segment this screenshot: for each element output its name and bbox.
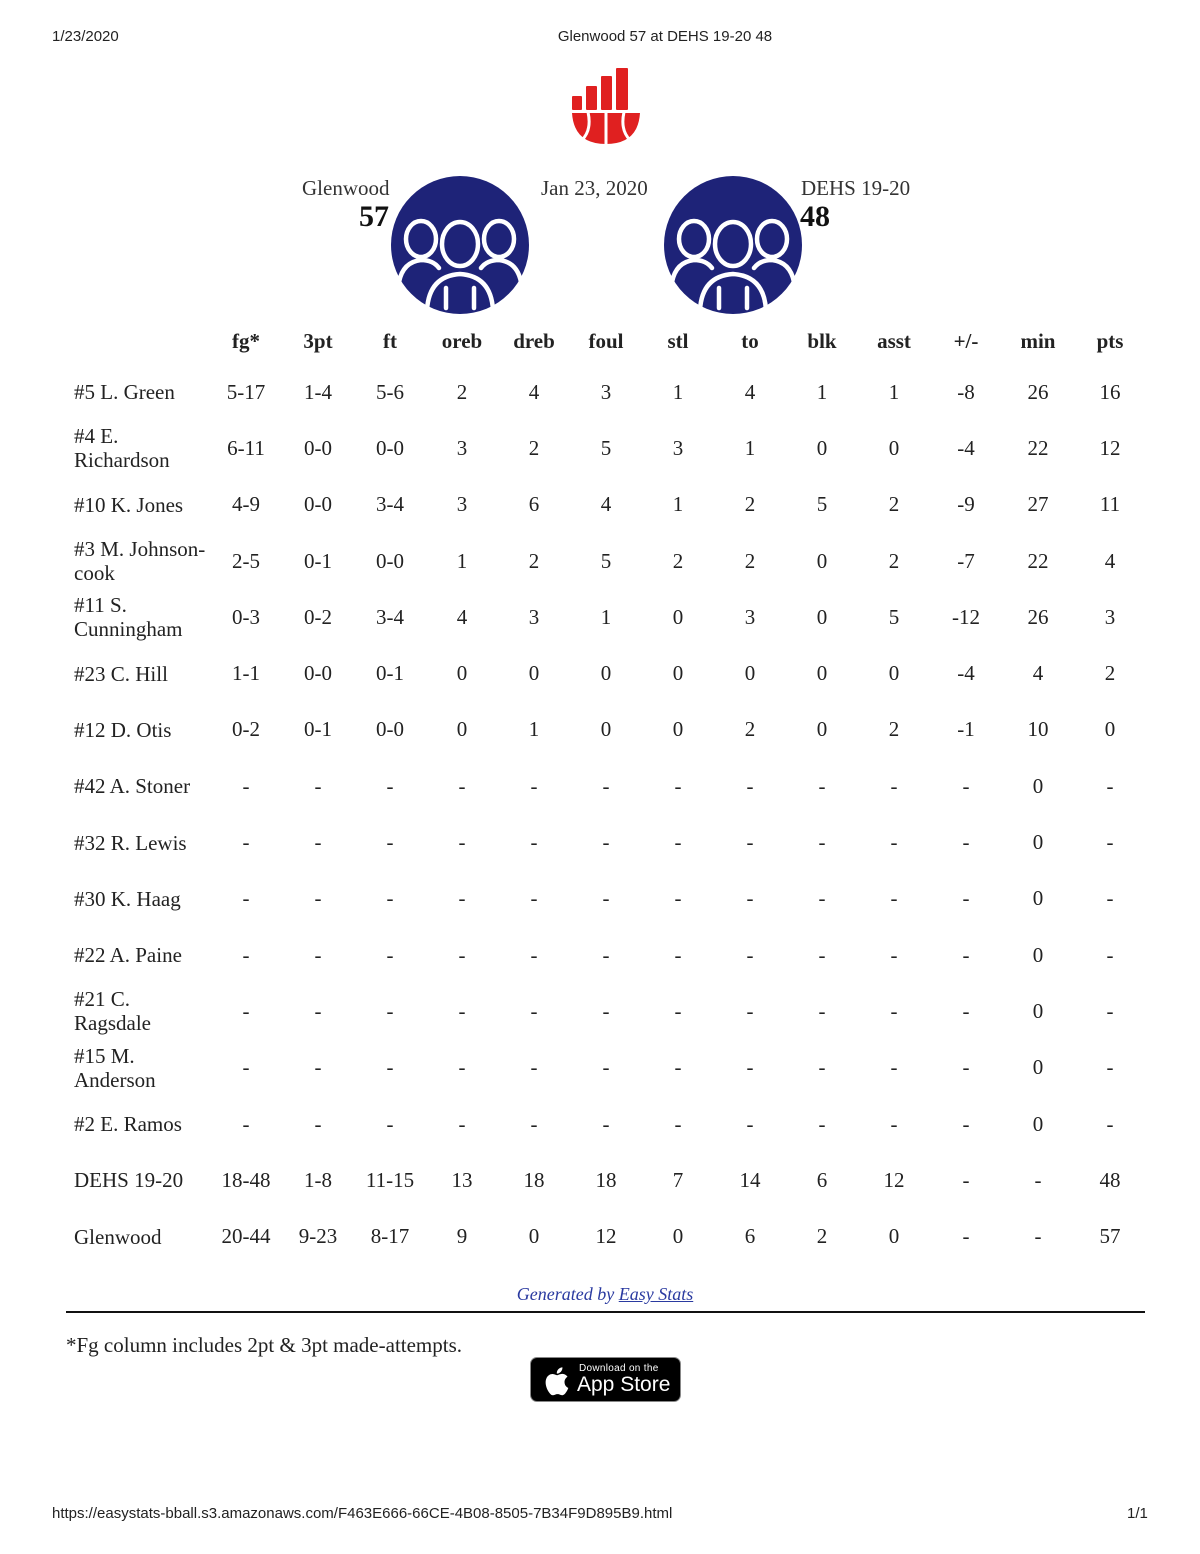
print-date: 1/23/2020 <box>52 28 119 45</box>
stat-cell: - <box>314 830 322 855</box>
stat-cell: 22 <box>1027 435 1049 460</box>
stat-cell: - <box>458 998 466 1023</box>
player-name-line: #3 M. Johnson- <box>74 537 206 562</box>
player-name <box>62 1152 210 1208</box>
stat-cell: - <box>674 1055 682 1080</box>
stat-cell: 7 <box>672 1167 684 1192</box>
stat-cell: - <box>818 830 826 855</box>
stat-cell: 1 <box>456 548 468 573</box>
table-row <box>62 1208 1146 1264</box>
stat-cell: - <box>530 942 538 967</box>
easy-stats-link[interactable]: Easy Stats <box>618 1284 694 1304</box>
divider <box>66 1311 1145 1313</box>
stat-cell: - <box>1106 1055 1114 1080</box>
stat-cell: 0 <box>1032 1111 1044 1136</box>
player-name-line: #42 A. Stoner <box>74 774 191 799</box>
stat-cell: 3 <box>600 379 612 404</box>
stat-cell: - <box>890 942 898 967</box>
stat-cell: 0 <box>816 604 828 629</box>
stat-cell: 18-48 <box>221 1167 271 1192</box>
home-team-name: DEHS 19-20 <box>801 176 911 200</box>
table-row <box>62 1152 1146 1208</box>
player-name <box>62 758 210 814</box>
stat-cell: -7 <box>957 548 975 573</box>
player-name-line: #32 R. Lewis <box>74 830 187 855</box>
stat-cell: 0-1 <box>304 548 332 573</box>
stat-cell: 0-1 <box>304 717 332 742</box>
stat-cell: - <box>386 886 394 911</box>
stat-cell: 1 <box>672 492 684 517</box>
stat-cell: - <box>746 773 754 798</box>
stat-cell: 1 <box>888 379 900 404</box>
stat-cell: 11 <box>1099 492 1121 517</box>
player-name-line: #2 E. Ramos <box>74 1112 182 1136</box>
table-row <box>62 1096 1146 1152</box>
stat-cell: 0 <box>1032 998 1044 1023</box>
stat-cell: 12 <box>1099 435 1121 460</box>
stat-cell: 1-1 <box>232 661 260 686</box>
stat-cell: 27 <box>1027 492 1049 517</box>
stat-cell: 1-4 <box>304 379 332 404</box>
apple-icon <box>543 1366 569 1396</box>
stat-cell: - <box>962 942 970 967</box>
stat-cell: 6-11 <box>227 435 265 460</box>
stat-cell: 2 <box>744 548 756 573</box>
stat-cell: 1 <box>600 604 612 629</box>
stat-cell: 2 <box>456 379 468 404</box>
print-page-number: 1/1 <box>1127 1505 1148 1522</box>
stat-cell: 18 <box>595 1167 617 1192</box>
stat-cell: - <box>602 1055 610 1080</box>
stat-cell: - <box>386 773 394 798</box>
stat-cell: 0 <box>1032 886 1044 911</box>
generated-by-prefix: Generated by <box>516 1284 615 1304</box>
stat-cell: 4 <box>1032 661 1044 686</box>
table-row <box>62 420 1146 476</box>
away-team-score: 57 <box>359 200 389 233</box>
stat-cell: 0 <box>744 661 756 686</box>
stat-cell: 22 <box>1027 548 1049 573</box>
stat-cell: 0 <box>456 661 468 686</box>
stat-cell: 0 <box>672 717 684 742</box>
stat-cell: 0 <box>816 435 828 460</box>
stat-cell: - <box>602 830 610 855</box>
column-header: ft <box>383 328 397 353</box>
stat-cell: - <box>962 773 970 798</box>
stat-cell: 13 <box>451 1167 473 1192</box>
game-date: Jan 23, 2020 <box>541 176 648 200</box>
stat-cell: - <box>962 1111 970 1136</box>
stat-cell: - <box>890 1055 898 1080</box>
stat-cell: -12 <box>952 604 980 629</box>
table-row <box>62 871 1146 927</box>
column-header: dreb <box>513 328 555 353</box>
stat-cell: - <box>674 998 682 1023</box>
stat-cell: 1 <box>816 379 828 404</box>
table-header-row <box>62 318 1146 364</box>
stat-cell: - <box>1106 773 1114 798</box>
stat-cell: - <box>746 942 754 967</box>
player-name-line: Richardson <box>74 448 170 473</box>
stat-cell: 5-6 <box>376 379 404 404</box>
player-name-line: #21 C. <box>74 987 131 1012</box>
stat-cell: - <box>530 998 538 1023</box>
stat-cell: 9 <box>456 1224 468 1249</box>
stat-cell: - <box>242 998 250 1023</box>
stat-cell: - <box>530 886 538 911</box>
table-row <box>62 364 1146 420</box>
stat-cell: 0 <box>816 661 828 686</box>
stat-cell: - <box>602 1111 610 1136</box>
stat-cell: - <box>458 942 466 967</box>
stat-cell: 0-0 <box>304 435 332 460</box>
stat-cell: 2 <box>1104 661 1116 686</box>
stat-cell: - <box>746 1111 754 1136</box>
player-name <box>62 814 210 870</box>
away-team-name: Glenwood <box>302 176 390 200</box>
stat-cell: - <box>314 1055 322 1080</box>
player-name-line: #4 E. <box>74 424 119 449</box>
column-header: foul <box>588 328 624 353</box>
stat-cell: 3-4 <box>376 492 404 517</box>
stat-cell: 3 <box>744 604 756 629</box>
stat-cell: - <box>458 886 466 911</box>
stat-cell: 2 <box>744 492 756 517</box>
stat-cell: - <box>746 830 754 855</box>
stat-cell: - <box>818 1111 826 1136</box>
stat-cell: 5 <box>600 548 612 573</box>
column-header: +/- <box>953 328 979 353</box>
stat-cell: 0 <box>600 717 612 742</box>
stat-cell: 5 <box>600 435 612 460</box>
stat-cell: 5 <box>816 492 828 517</box>
app-store-big-text: App Store <box>577 1373 671 1396</box>
stat-cell: 2 <box>528 435 540 460</box>
stat-cell: 10 <box>1027 717 1049 742</box>
stat-cell: 0 <box>528 661 540 686</box>
app-store-badge[interactable] <box>530 1357 681 1402</box>
player-name <box>62 702 210 758</box>
stat-cell: - <box>890 998 898 1023</box>
player-name-line: Glenwood <box>74 1224 162 1249</box>
table-row <box>62 645 1146 701</box>
stat-cell: - <box>962 998 970 1023</box>
stat-cell: - <box>314 773 322 798</box>
column-header: oreb <box>441 328 483 353</box>
column-header: blk <box>807 328 837 353</box>
stat-cell: - <box>242 830 250 855</box>
player-name <box>62 871 210 927</box>
stat-cell: 3 <box>672 435 684 460</box>
stat-cell: - <box>818 1055 826 1080</box>
home-team-group-icon <box>664 176 802 314</box>
stat-cell: 1-8 <box>304 1167 332 1192</box>
column-header-player <box>62 318 210 364</box>
stat-cell: - <box>458 773 466 798</box>
column-header: asst <box>877 328 911 353</box>
stat-cell: 5-17 <box>226 379 266 404</box>
stat-cell: 1 <box>744 435 756 460</box>
stat-cell: - <box>746 886 754 911</box>
stat-cell: 5 <box>888 604 900 629</box>
stat-cell: - <box>314 942 322 967</box>
stat-cell: - <box>746 1055 754 1080</box>
stat-cell: 16 <box>1099 379 1121 404</box>
stat-cell: 0-2 <box>304 604 332 629</box>
stat-cell: 26 <box>1027 604 1049 629</box>
stat-cell: - <box>1106 830 1114 855</box>
stat-cell: -1 <box>957 717 975 742</box>
stat-cell: - <box>386 998 394 1023</box>
player-name-line: #10 K. Jones <box>74 492 184 517</box>
stat-cell: 8-17 <box>370 1224 410 1249</box>
player-name <box>62 477 210 533</box>
table-row <box>62 983 1146 1039</box>
stat-cell: - <box>242 886 250 911</box>
print-url: https://easystats-bball.s3.amazonaws.com/F463E666-66CE-4B08-8505-7B34F9D895B9.html <box>52 1505 673 1522</box>
stat-cell: - <box>602 998 610 1023</box>
player-name-line: #22 A. Paine <box>74 943 182 968</box>
stat-cell: 0 <box>672 1224 684 1249</box>
player-name <box>62 1208 210 1264</box>
stat-cell: -4 <box>957 435 975 460</box>
stat-cell: 0 <box>456 717 468 742</box>
stat-cell: 0 <box>816 548 828 573</box>
stat-cell: 3 <box>1104 604 1116 629</box>
stat-cell: 2 <box>888 717 900 742</box>
stat-cell: - <box>674 886 682 911</box>
stat-cell: 0 <box>1032 942 1044 967</box>
stat-cell: 48 <box>1099 1167 1121 1192</box>
stat-cell: 0 <box>1104 717 1116 742</box>
print-title: Glenwood 57 at DEHS 19-20 48 <box>557 28 773 45</box>
stat-cell: 6 <box>744 1224 756 1249</box>
away-team-group-icon <box>391 176 529 314</box>
stat-cell: 0 <box>888 661 900 686</box>
stat-cell: 4 <box>456 604 468 629</box>
player-name <box>62 983 210 1039</box>
stat-cell: 0 <box>672 661 684 686</box>
stat-cell: 0 <box>600 661 612 686</box>
stat-cell: 0-0 <box>304 661 332 686</box>
table-row <box>62 1040 1146 1096</box>
stat-cell: - <box>818 998 826 1023</box>
stat-cell: - <box>1106 1111 1114 1136</box>
stat-cell: - <box>890 773 898 798</box>
column-header: min <box>1020 328 1056 353</box>
player-name-line: cook <box>74 561 115 586</box>
stat-cell: - <box>458 1111 466 1136</box>
player-name <box>62 589 210 645</box>
column-header: stl <box>667 328 689 353</box>
stat-cell: -4 <box>957 661 975 686</box>
stat-cell: 4 <box>744 379 756 404</box>
stat-cell: 4 <box>528 379 540 404</box>
stat-cell: 2 <box>672 548 684 573</box>
stat-cell: 0 <box>816 717 828 742</box>
column-header: to <box>741 328 759 353</box>
player-name-line: #5 L. Green <box>74 380 175 405</box>
stat-cell: 3 <box>456 492 468 517</box>
stat-cell: - <box>386 830 394 855</box>
stat-cell: - <box>602 886 610 911</box>
column-header: pts <box>1096 328 1124 353</box>
stat-cell: 57 <box>1099 1224 1121 1249</box>
stat-cell: - <box>314 1111 322 1136</box>
stat-cell: - <box>530 773 538 798</box>
player-name <box>62 645 210 701</box>
stat-cell: 0-1 <box>376 661 404 686</box>
stat-cell: - <box>962 1224 970 1249</box>
stat-cell: 0 <box>888 435 900 460</box>
player-name-line: #30 K. Haag <box>74 886 181 911</box>
box-score-body <box>62 364 1146 1265</box>
player-name <box>62 927 210 983</box>
generated-by <box>0 1284 1200 1305</box>
stat-cell: 0-3 <box>232 604 260 629</box>
stat-cell: 3 <box>528 604 540 629</box>
stat-cell: - <box>242 1111 250 1136</box>
stat-cell: 20-44 <box>221 1224 271 1249</box>
stat-cell: - <box>818 942 826 967</box>
stat-cell: 6 <box>816 1167 828 1192</box>
player-name-line: #23 C. Hill <box>74 661 168 686</box>
table-row <box>62 814 1146 870</box>
stat-cell: 4-9 <box>232 492 260 517</box>
stat-cell: 2 <box>888 548 900 573</box>
stat-cell: - <box>314 998 322 1023</box>
stat-cell: 12 <box>883 1167 905 1192</box>
stat-cell: - <box>890 886 898 911</box>
table-row <box>62 533 1146 589</box>
stat-cell: - <box>530 1055 538 1080</box>
stat-cell: 14 <box>739 1167 761 1192</box>
player-name <box>62 364 210 420</box>
stat-cell: - <box>962 1055 970 1080</box>
stat-cell: 2 <box>528 548 540 573</box>
stat-cell: - <box>962 886 970 911</box>
stat-cell: - <box>242 1055 250 1080</box>
stat-cell: 0-0 <box>304 492 332 517</box>
stat-cell: 18 <box>523 1167 545 1192</box>
stat-cell: 1 <box>672 379 684 404</box>
stat-cell: 1 <box>528 717 540 742</box>
player-name-line: DEHS 19-20 <box>74 1168 184 1193</box>
table-row <box>62 702 1146 758</box>
stat-cell: - <box>458 1055 466 1080</box>
stat-cell: -8 <box>957 379 975 404</box>
stat-cell: - <box>242 773 250 798</box>
stat-cell: 2 <box>816 1224 828 1249</box>
stat-cell: - <box>602 773 610 798</box>
app-store-small-text: Download on the <box>579 1363 659 1374</box>
stat-cell: - <box>962 830 970 855</box>
home-team-score: 48 <box>800 200 830 233</box>
stat-cell: - <box>674 942 682 967</box>
column-header: 3pt <box>303 328 333 353</box>
box-score-table <box>62 318 1146 1265</box>
player-name <box>62 1096 210 1152</box>
player-name-line: #11 S. <box>74 593 127 618</box>
stat-cell: -9 <box>957 492 975 517</box>
stat-cell: - <box>1034 1167 1042 1192</box>
player-name <box>62 533 210 589</box>
stat-cell: - <box>890 830 898 855</box>
stat-cell: 0-0 <box>376 717 404 742</box>
stat-cell: 12 <box>595 1224 617 1249</box>
stat-cell: 26 <box>1027 379 1049 404</box>
player-name <box>62 1040 210 1096</box>
stat-cell: - <box>458 830 466 855</box>
stat-cell: - <box>818 773 826 798</box>
table-row <box>62 927 1146 983</box>
stat-cell: - <box>1106 998 1114 1023</box>
stat-cell: 3-4 <box>376 604 404 629</box>
table-row <box>62 589 1146 645</box>
stat-cell: - <box>386 1111 394 1136</box>
stat-cell: - <box>962 1167 970 1192</box>
stat-cell: 3 <box>456 435 468 460</box>
stat-cell: 0 <box>672 604 684 629</box>
stat-cell: 0-0 <box>376 435 404 460</box>
bar-chart-basketball-logo-icon <box>568 66 644 146</box>
player-name-line: Ragsdale <box>74 1011 151 1036</box>
stat-cell: - <box>386 1055 394 1080</box>
stat-cell: - <box>1106 886 1114 911</box>
stat-cell: - <box>890 1111 898 1136</box>
stat-cell: - <box>386 942 394 967</box>
stat-cell: - <box>242 942 250 967</box>
player-name <box>62 420 210 476</box>
stat-cell: 0 <box>1032 773 1044 798</box>
stat-cell: - <box>314 886 322 911</box>
stat-cell: - <box>746 998 754 1023</box>
player-name-line: Anderson <box>74 1067 156 1092</box>
stat-cell: 4 <box>1104 548 1116 573</box>
stat-cell: - <box>602 942 610 967</box>
stat-cell: - <box>530 1111 538 1136</box>
stat-cell: 2-5 <box>232 548 260 573</box>
stat-cell: - <box>530 830 538 855</box>
stat-cell: 9-23 <box>298 1224 338 1249</box>
stat-cell: 0 <box>1032 830 1044 855</box>
stat-cell: 2 <box>888 492 900 517</box>
stat-cell: 0 <box>528 1224 540 1249</box>
player-name-line: #12 D. Otis <box>74 717 172 742</box>
fg-footnote: *Fg column includes 2pt & 3pt made-attempts. <box>66 1333 463 1357</box>
stat-cell: 2 <box>744 717 756 742</box>
table-row <box>62 477 1146 533</box>
stat-cell: - <box>674 830 682 855</box>
stat-cell: 0-2 <box>232 717 260 742</box>
table-row <box>62 758 1146 814</box>
stat-cell: 11-15 <box>365 1167 415 1192</box>
stat-cell: 0 <box>888 1224 900 1249</box>
stat-cell: 6 <box>528 492 540 517</box>
stat-cell: - <box>674 773 682 798</box>
stat-cell: - <box>818 886 826 911</box>
stat-cell: 4 <box>600 492 612 517</box>
stat-cell: - <box>1034 1224 1042 1249</box>
stat-cell: - <box>1106 942 1114 967</box>
player-name-line: Cunningham <box>74 617 183 642</box>
stat-cell: 0 <box>1032 1055 1044 1080</box>
column-header: fg* <box>232 328 260 353</box>
stat-cell: 0-0 <box>376 548 404 573</box>
player-name-line: #15 M. <box>74 1043 135 1068</box>
stat-cell: - <box>674 1111 682 1136</box>
